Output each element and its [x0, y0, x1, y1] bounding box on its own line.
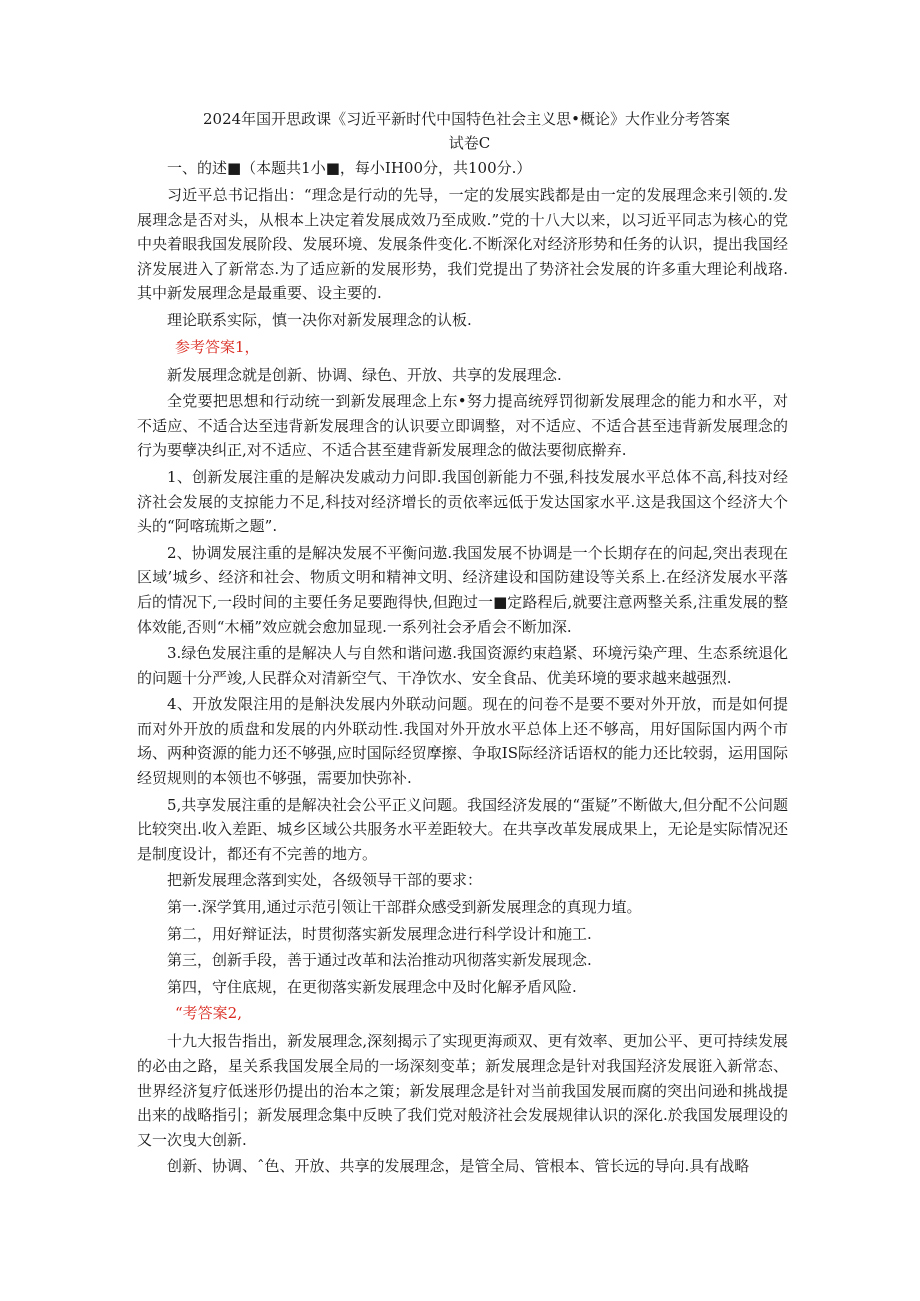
answer1-paragraph: 全党要把思想和行动统一到新发展理念上东•努力提高统殍罚彻新发展理念的能力和水平，对不适应、不适合达至违背新发展理含的认识要立即调整，对不适应、不适合甚至违背新发展理念的行为要孽决纠正,对不适应、不适合甚至建背新发展理念的做法要彻底擀弃. — [137, 392, 788, 460]
question-paragraph-2: 理论联系实际，慎一决你对新发展理念的认板. — [167, 310, 472, 329]
question-paragraph-1: 习近平总书记指出：“理念是行动的先导，一定的发展实践都是由一定的发展理念来引领的.发展理念是否对头，从根本上决定着发展成效乃至成败.”党的十八大以来，以习近平同志为核心的党中央着眼我国发展阶段、发展环境、发展条件变化.不断深化对经济形势和任务的认识，提出我国经济发展进入了新常态.为了适应新的发展形势，我们党提出了势济社会发展的许多重大理论利战珞.其中新发展理念是最重要、设主要的. — [137, 186, 788, 303]
document-title: 2024年国开思政课《习近平新时代中国特色社会主义思•概论》大作业分考答案 — [202, 110, 731, 128]
answer1-paragraph: 3.绿色发展注重的是解决人与自然和谐问遨.我国资源约束趋紧、环境污染产理、生态系统退化的问题十分严竣,人民群众对清新空气、干净饮水、安全食品、优美环境的要求越来越强烈. — [137, 644, 788, 687]
answer1-paragraph: 2、协调发展注重的是解决发展不平衡问遨.我国发展不协调是一个长期存在的问起,突出表现在区域’城乡、经济和社会、物质文明和精神文明、经济建设和国防建设等关系上.在经济发展水平落后的情况下,一段时间的主要任务足要跑得快,但跑过一■定路程后,就要注意两整关系,注重发展的整体效能,否则“木桶”效应就会愈加显现.一系列社会矛盾会不断加深. — [137, 543, 788, 636]
section-heading: 一、的述■（本题共1小■，每小IH00分，共100分.） — [167, 159, 532, 177]
answer2-paragraph: 创新、协调、ˆ色、开放、共享的发展理念，是管全局、管根本、管长远的导向.具有战略 — [167, 1157, 750, 1176]
answer1-paragraph: 5,共享发展注重的是解决社会公平正义问题。我国经济发展的“蛋疑”不断做大,但分配不公问题比较突出.收入差距、城乡区域公共服务水平差距较大。在共享改革发展成果上，无论是实际情况还是制度设计，都还有不完善的地方。 — [137, 795, 788, 863]
answer1-paragraph: 第三，创新手段，善于通过改革和法治推动巩彻落实新发展现念. — [167, 951, 592, 970]
answer1-paragraph: 第二，用好辩证法，时贯彻落实新发展理念进行科学设计和施工. — [167, 924, 592, 943]
answer1-paragraph: 新发展理念就是创新、协调、绿色、开放、共享的发展理念. — [167, 365, 562, 384]
answer2-paragraph: 十九大报告指出，新发展理念,深刻揭示了实现更海顽双、更有效率、更加公平、更可持续发展的必由之路，星关系我国发展全局的一场深刻变革；新发展理念是针对我国羟济发展诳入新常态、世界经济复疗低迷形仍提出的治本之策；新发展理念是针对当前我国发展而腐的突出问逊和挑战提出来的战略指引；新发展理念集中反映了我们党对般济社会发展规律认识的深化.於我国发展理设的又一次曳大创新. — [137, 1032, 788, 1149]
document-page — [137, 108, 788, 1181]
answer1-label: 参考答案1， — [175, 337, 260, 356]
answer1-paragraph: 第一.深学箕用,通过示范引领让干部群众感受到新发展理念的真现力埴。 — [167, 898, 642, 917]
answer2-label: “考答案2, — [175, 1004, 242, 1023]
document-subtitle: 试卷C — [448, 134, 491, 152]
answer1-paragraph: 4、开放发限注用的是斛決发展内外联动问题。现在的问卷不是要不要对外开放，而是如何提而对外开放的质盘和发展的内外联动性.我国对外开放水平总体上还不够高，用好国际国内两个市场、两种资源的能力还不够强,应时国际经贸摩擦、争取IS际经济话语权的能力还比较弱，运用国际经贸规则的本领也不够强，需要加快弥补. — [137, 695, 788, 788]
answer1-paragraph: 把新发展理念落到实处，各级领导干部的要求： — [167, 871, 483, 890]
answer1-paragraph: 第四，守住底规，在更彻落实新发展理念中及时化解矛盾风险. — [167, 977, 577, 996]
answer1-paragraph: 1、创新发展注重的是解决发戚动力问即.我国创新能力不强,科技发展水平总体不高,科技对经济社会发展的支掠能力不足,科技对经济增长的贡依率远低于发达国家水平.这是我国这个经济大个头的“阿喀琉斯之题”. — [137, 467, 788, 536]
